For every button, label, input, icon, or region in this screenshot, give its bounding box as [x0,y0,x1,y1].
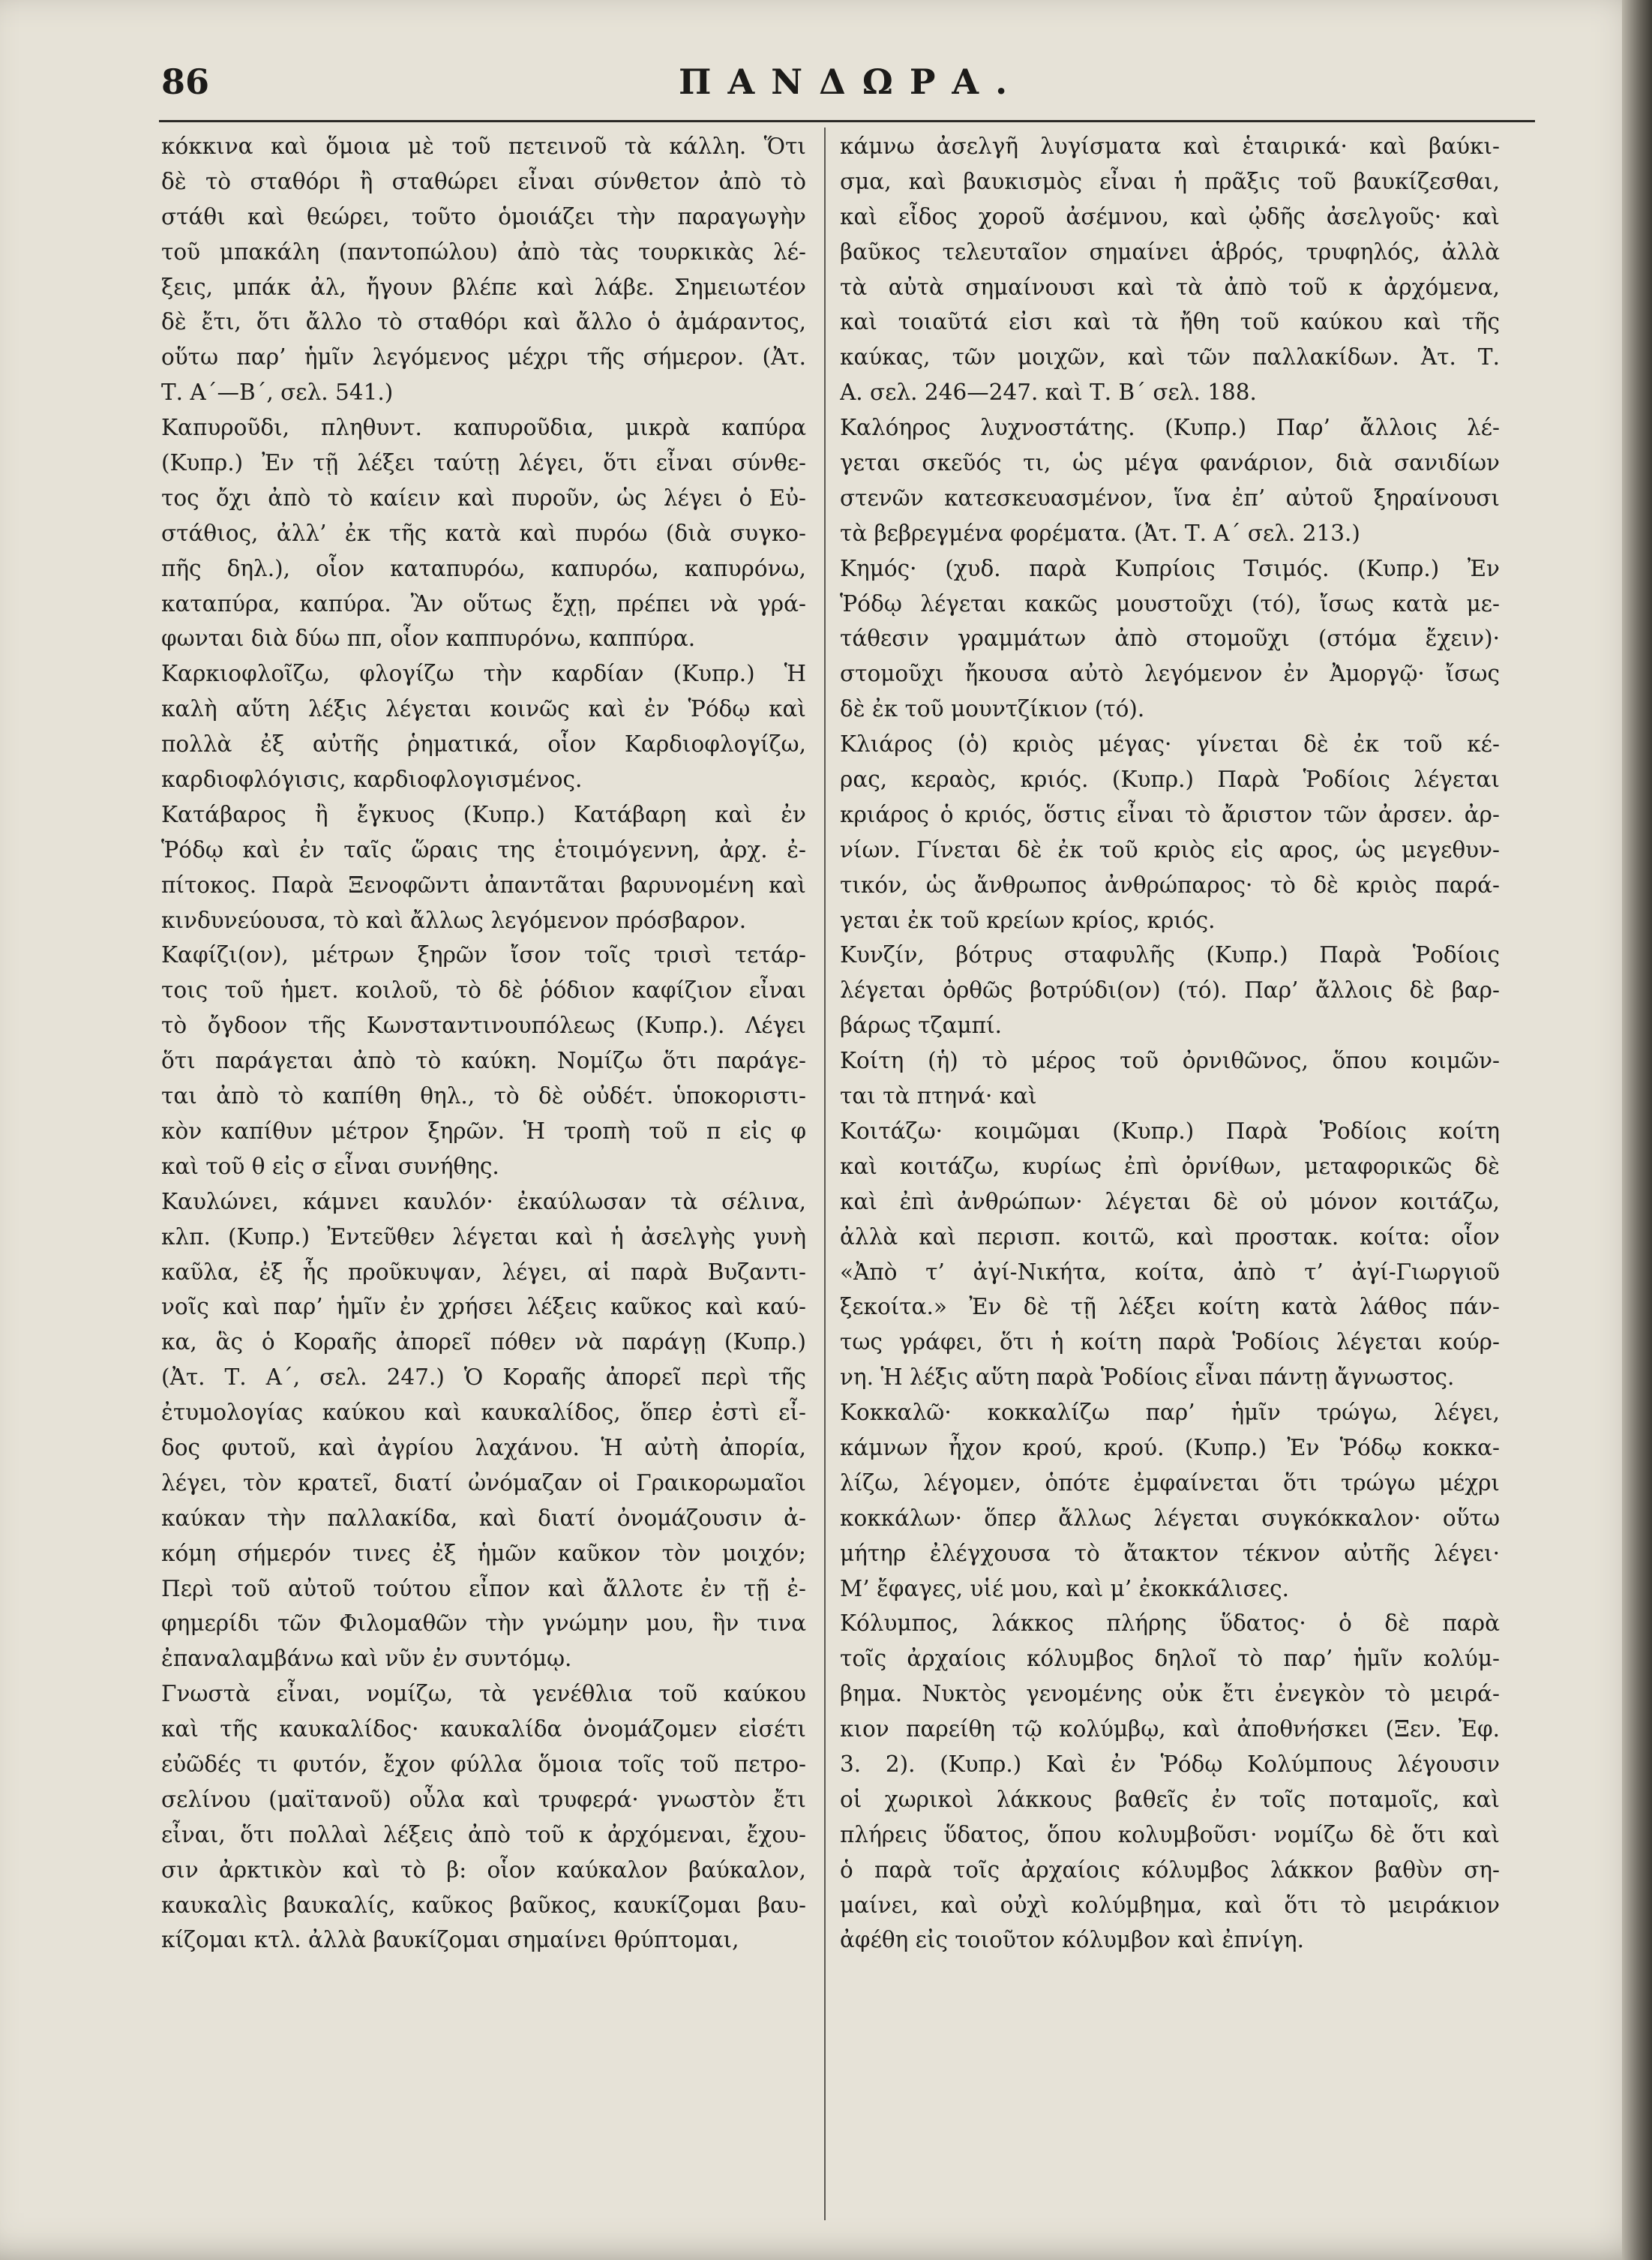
text-line: δὲ ἐκ τοῦ μουντζίκιον (τό). [840,696,1145,722]
text-line: καύκαν τὴν παλλακίδα, καὶ διατί ὀνομάζουσιν ἀ- [161,1505,806,1531]
text-line: γεται σκεῦός τι, ὡς μέγα φανάριον, διὰ σανιδίων [840,450,1500,476]
text-line: μαίνει, καὶ οὐχὶ κολύμβημα, καὶ ὅτι τὸ μειράκιον [840,1892,1500,1918]
text-line: 3. 2). (Κυπρ.) Καὶ ἐν Ῥόδῳ Κολύμπους λέγουσιν [840,1751,1500,1777]
text-line: εὐῶδές τι φυτόν, ἔχον φύλλα ὅμοια τοῖς τοῦ πετρο- [161,1751,806,1777]
text-line: λέγεται ὀρθῶς βοτρύδι(ον) (τό). Παρ’ ἄλλοις δὲ βαρ- [840,977,1500,1004]
text-line: ται ἀπὸ τὸ καπίθη θηλ., τὸ δὲ οὐδέτ. ὑποκοριστι- [161,1083,806,1109]
text-line: βάρως τζαμπί. [840,1013,1003,1039]
page-header [161,62,1534,122]
text-line: (Κυπρ.) Ἐν τῇ λέξει ταύτῃ λέγει, ὅτι εἶναι σύνθε- [161,450,806,476]
text-line: μήτηρ ἐλέγχουσα τὸ ἄτακτον τέκνον αὐτῆς λέγει· [840,1540,1500,1566]
text-line: λέγει, τὸν κρατεῖ, διατί ὠνόμαζαν οἱ Γραικορωμαῖοι [161,1469,806,1496]
text-line: Μ’ ἔφαγες, υἱέ μου, καὶ μ’ ἐκοκκάλισες. [840,1575,1289,1601]
text-line: κινδυνεύουσα, τὸ καὶ ἄλλως λεγόμενον πρόσβαρον. [161,907,747,933]
running-title: ΠΑΝΔΩΡΑ. [679,62,1024,102]
text-line: κιον παρείθη τῷ κολύμβῳ, καὶ ἀποθνήσκει (Ξεν. Ἐφ. [840,1716,1500,1742]
text-line: Καφίζι(ον), μέτρων ξηρῶν ἴσον τοῖς τρισὶ τετάρ- [161,942,806,968]
text-line: στάθιος, ἀλλ’ ἐκ τῆς κατὰ καὶ πυρόω (διὰ συγκο- [161,520,806,546]
text-line: Α. σελ. 246—247. καὶ Τ. Β΄ σελ. 188. [840,380,1257,406]
text-line: καρδιοφλόγισις, καρδιοφλογισμένος. [161,767,583,793]
text-line: τος ὄχι ἀπὸ τὸ καίειν καὶ πυροῦν, ὡς λέγει ὁ Εὐ- [161,485,806,511]
text-line: πλήρεις ὕδατος, ὅπου κολυμβοῦσι· νομίζω δὲ ὅτι καὶ [840,1821,1500,1847]
text-line: Τ. Α΄—Β΄, σελ. 541.) [161,380,394,406]
left-column [161,129,806,1958]
text-line: κάμνων ἦχον κρού, κρού. (Κυπρ.) Ἐν Ῥόδῳ κοκκα- [840,1434,1500,1460]
text-line: σμα, καὶ βαυκισμὸς εἶναι ἡ πρᾶξις τοῦ βαυκίζεσθαι, [840,168,1500,194]
text-line: ρας, κεραὸς, κριός. (Κυπρ.) Παρὰ Ῥοδίοις λέγεται [840,767,1500,793]
text-line: ται τὰ πτηνά· καὶ [840,1083,1037,1109]
text-line: «Ἀπὸ τ’ ἀγί-Νικήτα, κοίτα, ἀπὸ τ’ ἀγί-Γιωργιοῦ [840,1259,1500,1285]
text-line: καὶ εἶδος χοροῦ ἀσέμνου, καὶ ᾠδῆς ἀσελγοῦς· καὶ [840,203,1500,230]
text-line: σελίνου (μαϊτανοῦ) οὖλα καὶ τρυφερά· γνωστὸν ἔτι [161,1786,806,1812]
text-line: πίτοκος. Παρὰ Ξενοφῶντι ἀπαντᾶται βαρυνομένη καὶ [161,872,806,898]
text-line: καύκας, τῶν μοιχῶν, καὶ τῶν παλλακίδων. Ἀτ. Τ. [840,344,1500,371]
text-line: καῦλα, ἐξ ἧς προῦκυψαν, λέγει, αἱ παρὰ Βυζαντι- [161,1259,806,1285]
text-line: καταπύρα, καπύρα. Ἂν οὕτως ἔχῃ, πρέπει νὰ γρά- [161,590,806,617]
right-column [840,129,1500,1958]
text-line: οἱ χωρικοὶ λάκκους βαθεῖς ἐν τοῖς ποταμοῖς, καὶ [840,1786,1500,1812]
text-line: ἀφέθη εἰς τοιοῦτον κόλυμβον καὶ ἐπνίγη. [840,1927,1304,1953]
text-line: τοῖς ἀρχαίοις κόλυμβος δηλοῖ τὸ παρ’ ἡμῖν κολύμ- [840,1646,1500,1672]
book-binding-shadow [1622,0,1652,2260]
text-line: ἐτυμολογίας καύκου καὶ καυκαλίδος, ὅπερ ἐστὶ εἶ- [161,1400,806,1426]
text-line: τὰ αὐτὰ σημαίνουσι καὶ τὰ ἀπὸ τοῦ κ ἀρχόμενα, [840,274,1500,300]
text-line: Καπυροῦδι, πληθυντ. καπυροῦδια, μικρὰ καπύρα [161,415,806,441]
text-line: Καρκιοφλοῖζω, φλογίζω τὴν καρδίαν (Κυπρ.) Ἡ [161,661,806,687]
text-line: πῆς δηλ.), οἷον καταπυρόω, καπυρόω, καπυρόνω, [161,555,806,581]
text-line: Κυνζίν, βότρυς σταφυλῆς (Κυπρ.) Παρὰ Ῥοδίοις [840,942,1500,968]
text-line: ἀλλὰ καὶ περισπ. κοιτῶ, καὶ προστακ. κοίτα: οἷον [840,1223,1500,1250]
text-line: Περὶ τοῦ αὐτοῦ τούτου εἶπον καὶ ἄλλοτε ἐν τῇ ἐ- [161,1575,806,1601]
text-line: ξεκοίτα.» Ἐν δὲ τῇ λέξει κοίτη κατὰ λάθος πάν- [840,1294,1500,1320]
text-line: νη. Ἡ λέξις αὕτη παρὰ Ῥοδίοις εἶναι πάντῃ ἄγνωστος. [840,1364,1455,1391]
text-line: Κοκκαλῶ· κοκκαλίζω παρ’ ἡμῖν τρώγω, λέγει, [840,1400,1500,1426]
text-line: κλπ. (Κυπρ.) Ἐντεῦθεν λέγεται καὶ ἡ ἀσελγὴς γυνὴ [161,1223,806,1250]
text-line: Ῥόδῳ λέγεται κακῶς μουστοῦχι (τό), ἴσως κατὰ με- [840,590,1500,617]
text-line: στομοῦχι ἤκουσα αὐτὸ λεγόμενον ἐν Ἀμοργῷ· ἴσως [840,661,1500,687]
text-line: τικόν, ὡς ἄνθρωπος ἀνθρώπαρος· τὸ δὲ κριὸς παρά- [840,872,1500,898]
text-line: Κατάβαρος ἢ ἔγκυος (Κυπρ.) Κατάβαρη καὶ ἐν [161,801,806,827]
text-line: Καυλώνει, κάμνει καυλόν· ἐκαύλωσαν τὰ σέλινα, [161,1188,806,1214]
text-line: Κοιτάζω· κοιμῶμαι (Κυπρ.) Παρὰ Ῥοδίοις κοίτη [840,1118,1500,1144]
text-line: κάμνω ἀσελγῆ λυγίσματα καὶ ἑταιρικά· καὶ βαύκι- [840,134,1500,159]
text-line: τὸ ὄγδοον τῆς Κωνσταντινουπόλεως (Κυπρ.). Λέγει [161,1013,806,1039]
text-line: στενῶν κατεσκευασμένον, ἵνα ἐπ’ αὐτοῦ ξηραίνουσι [840,485,1500,511]
text-line: δὲ τὸ σταθόρι ἢ σταθώρει εἶναι σύνθετον ἀπὸ τὸ [161,168,806,194]
header-rule [159,120,1535,122]
column-divider [824,128,826,2220]
text-line: κόμη σήμερόν τινες ἐξ ἡμῶν καῦκον τὸν μοιχόν; [161,1540,806,1566]
text-line: Κόλυμπος, λάκκος πλήρης ὕδατος· ὁ δὲ παρὰ [840,1610,1500,1637]
text-line: βημα. Νυκτὸς γενομένης οὐκ ἔτι ἐνεγκὸν τὸ μειρά- [840,1681,1500,1707]
page-number: 86 [161,62,210,102]
text-line: νοῖς καὶ παρ’ ἡμῖν ἐν χρήσει λέξεις καῦκος καὶ καύ- [161,1294,806,1320]
text-line: σιν ἀρκτικὸν καὶ τὸ β: οἷον καύκαλον βαύκαλον, [161,1856,806,1883]
text-line: τοις τοῦ ἡμετ. κοιλοῦ, τὸ δὲ ῥόδιον καφίζιον εἶναι [161,977,806,1004]
text-line: Ῥόδῳ καὶ ἐν ταῖς ὥραις της ἑτοιμόγεννη, ἀρχ. ἐ- [161,836,806,863]
text-line: κόκκινα καὶ ὅμοια μὲ τοῦ πετεινοῦ τὰ κάλλη. Ὅτι [161,134,806,159]
text-line: Καλόηρος λυχνοστάτης. (Κυπρ.) Παρ’ ἄλλοις λέ- [840,415,1500,441]
text-line: φημερίδι τῶν Φιλομαθῶν τὴν γνώμην μου, ἣν τινα [161,1610,806,1637]
text-line: καὶ κοιτάζω, κυρίως ἐπὶ ὀρνίθων, μεταφορικῶς δὲ [840,1153,1500,1179]
text-line: ξεις, μπάκ ἀλ, ἤγουν βλέπε καὶ λάβε. Σημειωτέον [161,274,806,300]
text-line: κα, ἃς ὁ Κοραῆς ἀπορεῖ πόθεν νὰ παράγῃ (Κυπρ.) [161,1329,806,1355]
text-line: τάθεσιν γραμμάτων ἀπὸ στομοῦχι (στόμα ἔχειν)· [840,626,1500,652]
text-line: κριάρος ὁ κριός, ὅστις εἶναι τὸ ἄριστον τῶν ἀρσεν. ἀρ- [840,801,1500,827]
text-line: ὅτι παράγεται ἀπὸ τὸ καύκη. Νομίζω ὅτι παράγε- [161,1048,806,1074]
text-line: κίζομαι κτλ. ἀλλὰ βαυκίζομαι σημαίνει θρύπτομαι, [161,1927,739,1953]
text-line: οὕτω παρ’ ἡμῖν λεγόμενος μέχρι τῆς σήμερον. (Ἀτ. [161,344,806,371]
text-line: Κοίτη (ἡ) τὸ μέρος τοῦ ὀρνιθῶνος, ὅπου κοιμῶν- [840,1048,1500,1074]
text-line: ὁ παρὰ τοῖς ἀρχαίοις κόλυμβος λάκκον βαθὺν ση- [840,1856,1500,1883]
text-line: κοκκάλων· ὅπερ ἄλλως λέγεται συγκόκκαλον· οὕτω [840,1505,1500,1531]
text-line: δὲ ἔτι, ὅτι ἄλλο τὸ σταθόρι καὶ ἄλλο ὁ ἀμάραντος, [161,309,806,335]
text-line: λίζω, λέγομεν, ὁπότε ἐμφαίνεται ὅτι τρώγω μέχρι [840,1469,1500,1496]
text-line: βαῦκος τελευταῖον σημαίνει ἁβρός, τρυφηλός, ἀλλὰ [840,239,1500,265]
text-line: φωνται διὰ δύω ππ, οἷον καππυρόνω, καππύρα. [161,626,696,652]
text-line: καυκαλὶς βαυκαλίς, καῦκος βαῦκος, καυκίζομαι βαυ- [161,1892,806,1918]
text-line: καλὴ αὕτη λέξις λέγεται κοινῶς καὶ ἐν Ῥόδῳ καὶ [161,696,806,722]
text-line: κὸν καπίθυν μέτρον ξηρῶν. Ἡ τροπὴ τοῦ π εἰς φ [161,1118,806,1144]
text-line: νίων. Γίνεται δὲ ἐκ τοῦ κριὸς εἰς αρος, ὡς μεγεθυν- [840,836,1500,863]
text-line: δος φυτοῦ, καὶ ἀγρίου λαχάνου. Ἡ αὐτὴ ἀπορία, [161,1434,806,1460]
text-line: πολλὰ ἐξ αὐτῆς ῥηματικά, οἷον Καρδιοφλογίζω, [161,731,806,758]
text-line: τως γράφει, ὅτι ἡ κοίτη παρὰ Ῥοδίοις λέγεται κούρ- [840,1329,1500,1355]
text-line: ἐπαναλαμβάνω καὶ νῦν ἐν συντόμῳ. [161,1646,572,1672]
text-line: Γνωστὰ εἶναι, νομίζω, τὰ γενέθλια τοῦ καύκου [161,1681,806,1707]
text-line: στάθι καὶ θεώρει, τοῦτο ὁμοιάζει τὴν παραγωγὴν [161,203,806,230]
text-line: τοῦ μπακάλη (παντοπώλου) ἀπὸ τὰς τουρκικὰς λέ- [161,239,806,265]
text-line: καὶ τῆς καυκαλίδος· καυκαλίδα ὀνομάζομεν εἰσέτι [161,1716,806,1742]
text-line: εἶναι, ὅτι πολλαὶ λέξεις ἀπὸ τοῦ κ ἀρχόμεναι, ἔχου- [161,1821,806,1847]
text-line: (Ἀτ. Τ. Α΄, σελ. 247.) Ὁ Κοραῆς ἀπορεῖ περὶ τῆς [161,1364,806,1391]
text-line: καὶ τοιαῦτά εἰσι καὶ τὰ ἤθη τοῦ καύκου καὶ τῆς [840,309,1500,335]
text-line: γεται ἐκ τοῦ κρείων κρίος, κριός. [840,907,1216,933]
text-line: καὶ τοῦ θ εἰς σ εἶναι συνήθης. [161,1153,499,1179]
text-line: Κημός· (χυδ. παρὰ Κυπρίοις Τσιμός. (Κυπρ.) Ἐν [840,555,1500,581]
text-line: Κλιάρος (ὁ) κριὸς μέγας· γίνεται δὲ ἐκ τοῦ κέ- [840,731,1500,758]
text-line: τὰ βεβρεγμένα φορέματα. (Ἀτ. Τ. Α΄ σελ. 213.) [840,520,1360,546]
text-line: καὶ ἐπὶ ἀνθρώπων· λέγεται δὲ οὐ μόνον κοιτάζω, [840,1188,1500,1214]
